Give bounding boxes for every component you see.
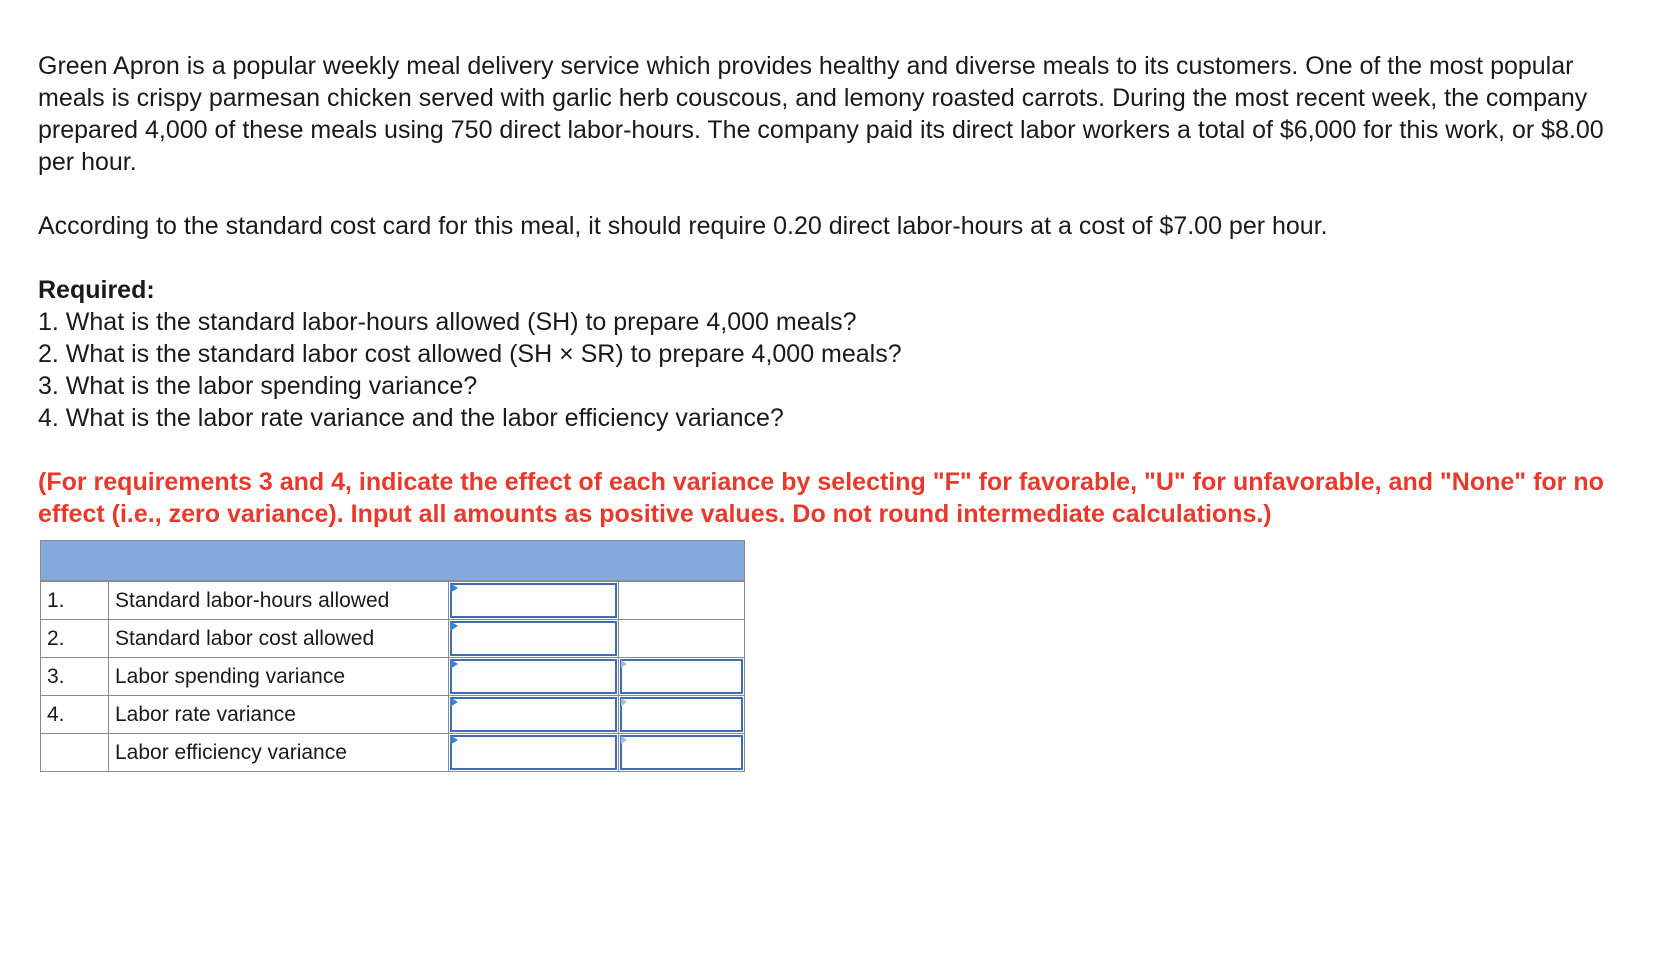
input-marker-icon (450, 621, 458, 631)
problem-content (38, 50, 1638, 530)
amount-input[interactable] (450, 735, 617, 770)
row-number: 3. (41, 658, 109, 696)
dropdown-marker-icon (621, 698, 627, 706)
question-3: 3. What is the labor spending variance? (38, 372, 478, 400)
row-label: Labor rate variance (109, 696, 449, 734)
dropdown-marker-icon (621, 660, 627, 668)
row-number: 1. (41, 582, 109, 620)
problem-paragraph-1: Green Apron is a popular weekly meal delivery service which provides healthy and diverse meals to its customers. One of the most popular meals is crispy parmesan chicken served with garlic herb couscous, and lemony roasted carrots. During the most recent week, the company prepared 4,000 of these meals using 750 direct labor-hours. The company paid its direct labor workers a total of $6,000 for this work, or $8.00 per hour. (38, 52, 1604, 176)
question-1: 1. What is the standard labor-hours allowed (SH) to prepare 4,000 meals? (38, 308, 857, 336)
required-title: Required: (38, 276, 155, 304)
row-label: Labor spending variance (109, 658, 449, 696)
instructions-text: (For requirements 3 and 4, indicate the effect of each variance by selecting "F" for favorable, "U" for unfavorable, and "None" for no effect (i.e., zero variance). Input all amounts as positive values. Do not round intermediate calculations.) (38, 468, 1604, 528)
empty-cell (619, 582, 745, 620)
row-number: 2. (41, 620, 109, 658)
empty-cell (619, 620, 745, 658)
table-row (41, 582, 745, 620)
answer-table (40, 540, 745, 772)
amount-input[interactable] (450, 621, 617, 656)
amount-input[interactable] (450, 583, 617, 618)
amount-cell (449, 696, 619, 734)
problem-paragraph-2: According to the standard cost card for this meal, it should require 0.20 direct labor-hours at a cost of $7.00 per hour. (38, 212, 1328, 240)
input-marker-icon (450, 583, 458, 593)
amount-input[interactable] (450, 659, 617, 694)
row-label: Standard labor-hours allowed (109, 582, 449, 620)
table-row (41, 658, 745, 696)
input-marker-icon (450, 735, 458, 745)
table-header (41, 541, 745, 581)
input-marker-icon (450, 659, 458, 669)
amount-cell (449, 582, 619, 620)
question-2: 2. What is the standard labor cost allowed (SH × SR) to prepare 4,000 meals? (38, 340, 902, 368)
table-row (41, 696, 745, 734)
row-label: Standard labor cost allowed (109, 620, 449, 658)
table-row (41, 734, 745, 772)
table-header-row (41, 541, 745, 581)
question-4: 4. What is the labor rate variance and the labor efficiency variance? (38, 404, 784, 432)
effect-cell (619, 658, 745, 696)
effect-select[interactable] (620, 659, 743, 694)
amount-cell (449, 658, 619, 696)
row-label: Labor efficiency variance (109, 734, 449, 772)
table-row (41, 620, 745, 658)
effect-select[interactable] (620, 697, 743, 732)
row-number: 4. (41, 696, 109, 734)
input-marker-icon (450, 697, 458, 707)
effect-cell (619, 734, 745, 772)
dropdown-marker-icon (621, 736, 627, 744)
effect-cell (619, 696, 745, 734)
effect-select[interactable] (620, 735, 743, 770)
amount-cell (449, 734, 619, 772)
amount-cell (449, 620, 619, 658)
row-number (41, 734, 109, 772)
amount-input[interactable] (450, 697, 617, 732)
